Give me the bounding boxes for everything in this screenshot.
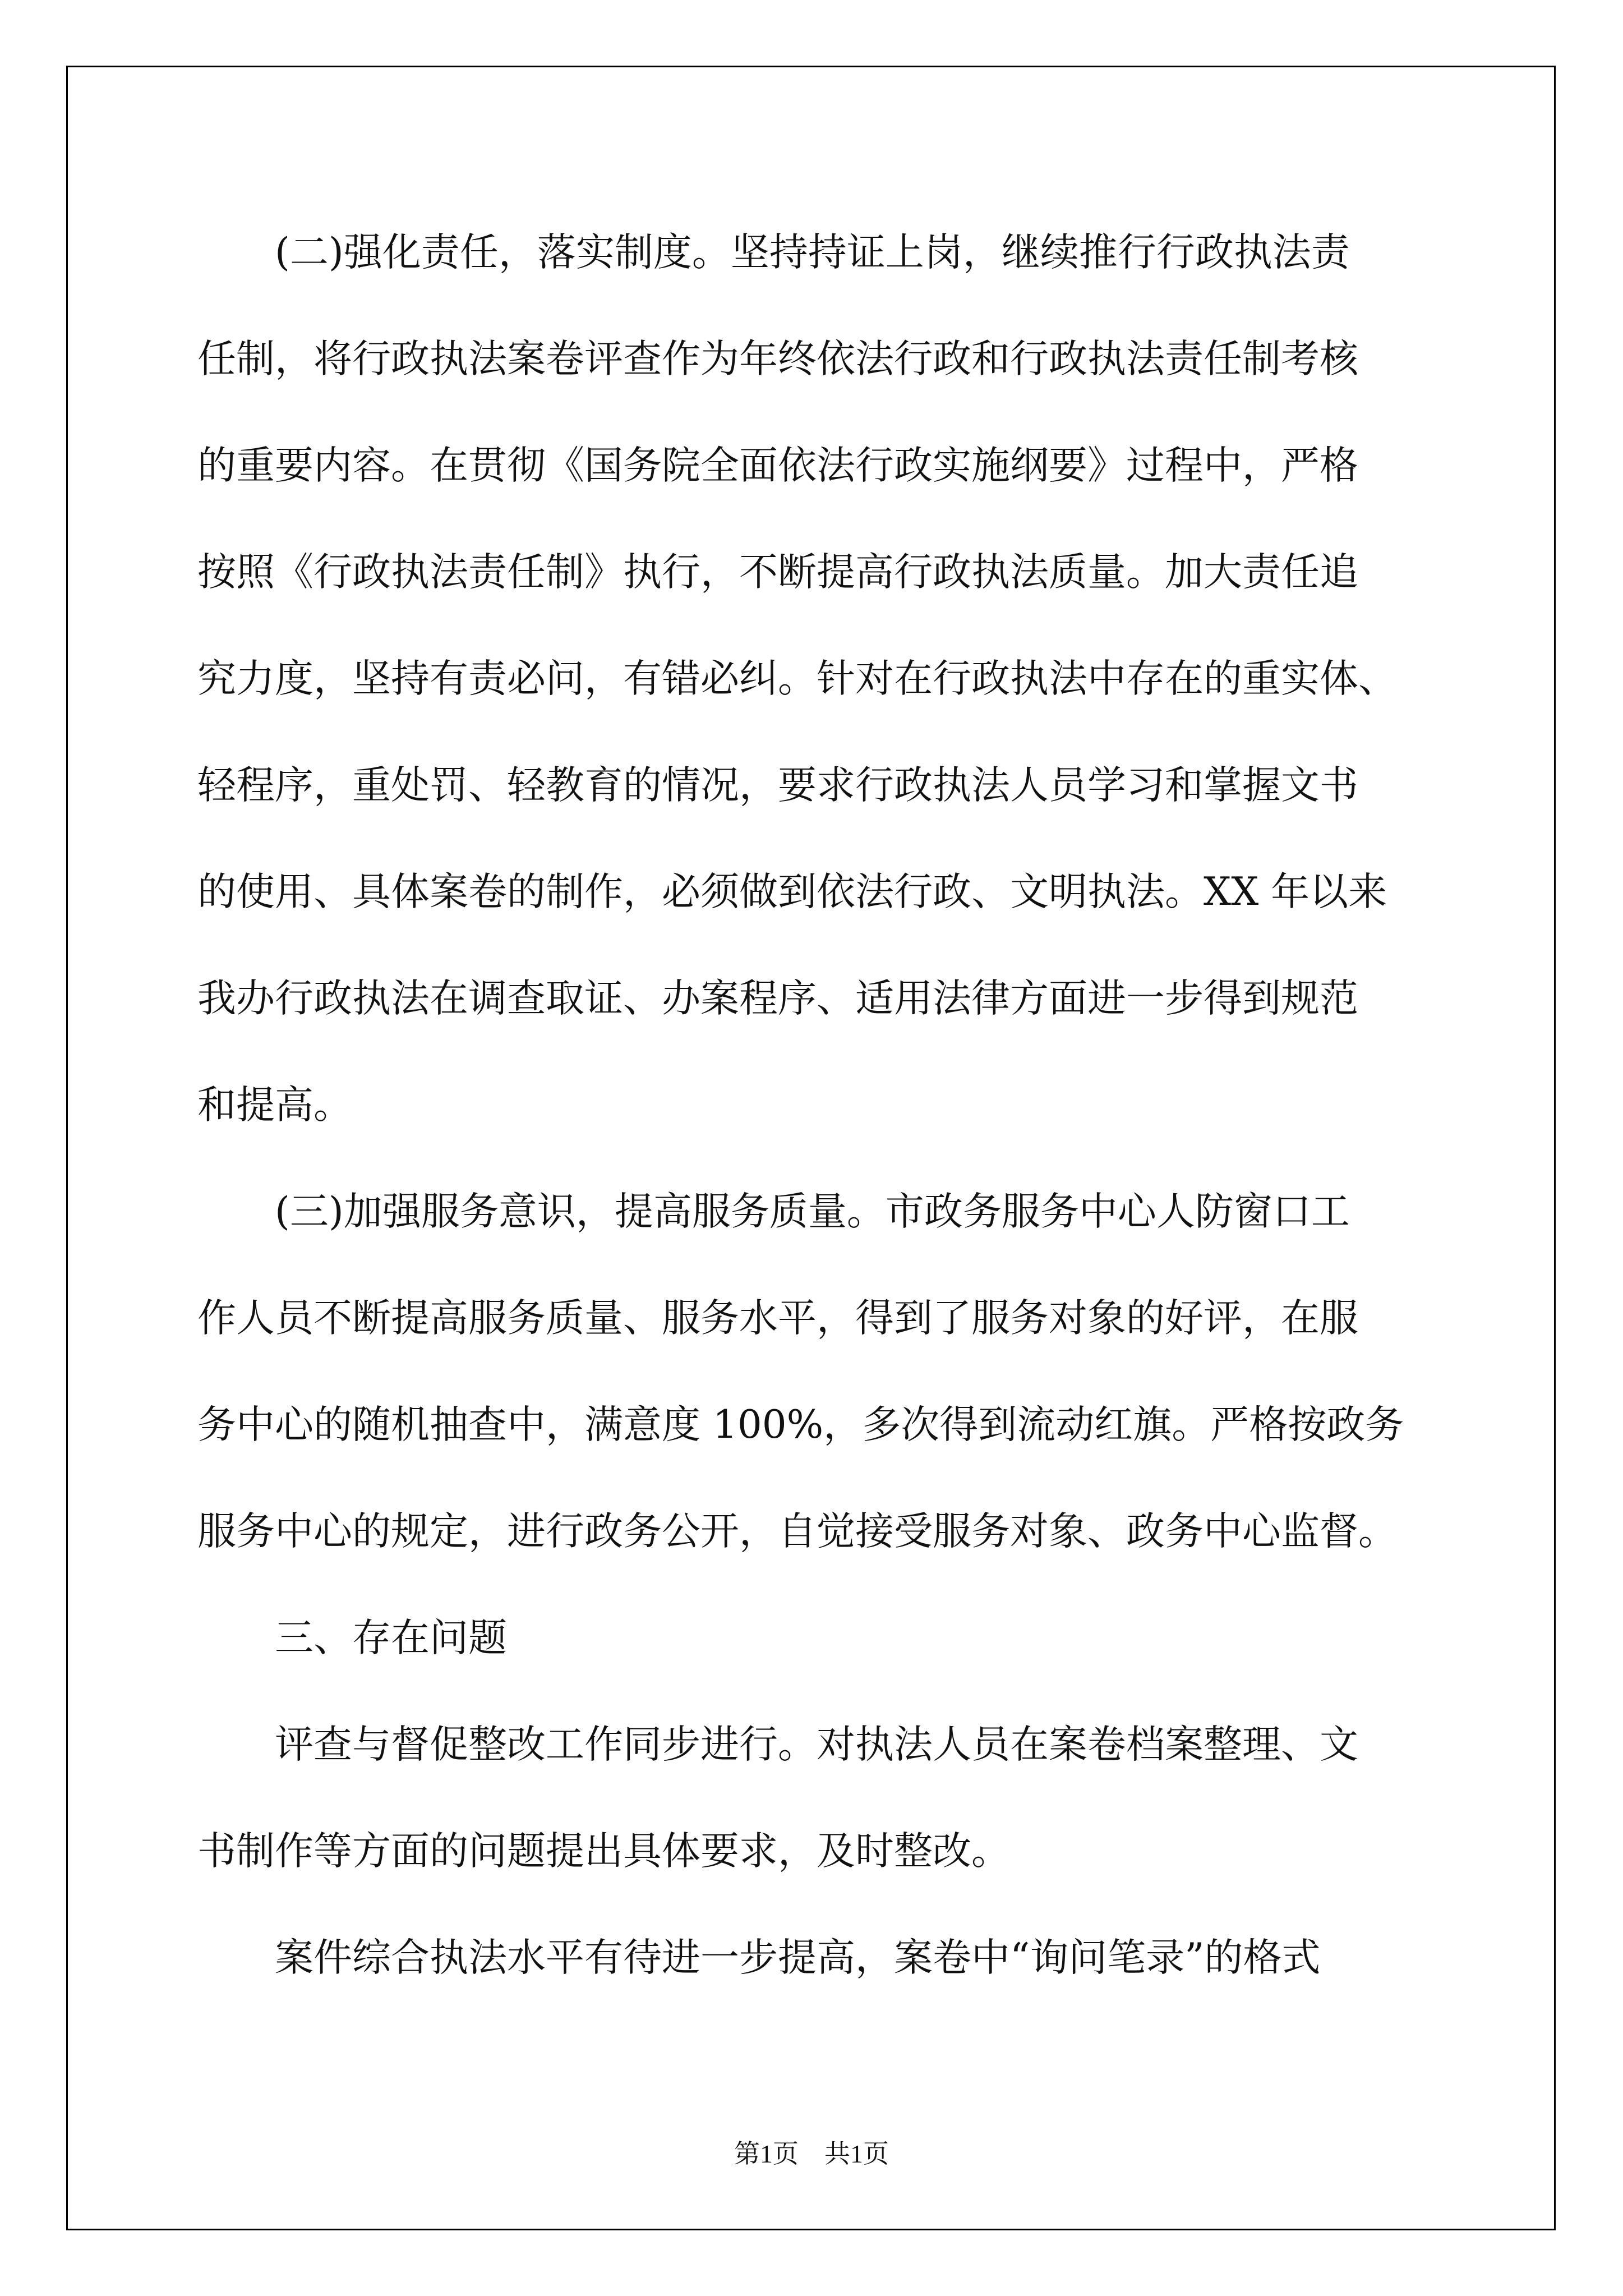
body-text-line: 任制，将行政执法案卷评查作为年终依法行政和行政执法责任制考核: [197, 337, 1358, 381]
body-text-line: 评查与督促整改工作同步进行。对执法人员在案卷档案整理、文: [197, 1722, 1358, 1767]
body-text-line: 作人员不断提高服务质量、服务水平，得到了服务对象的好评，在服: [197, 1296, 1358, 1341]
body-text-line: 按照《行政执法责任制》执行，不断提高行政执法质量。加大责任追: [197, 550, 1358, 595]
section-heading: 三、存在问题: [197, 1616, 507, 1660]
body-text-line: 服务中心的规定，进行政务公开，自觉接受服务对象、政务中心监督。: [197, 1509, 1397, 1554]
body-text-line: 究力度，坚持有责必问，有错必纠。针对在行政执法中存在的重实体、: [197, 656, 1397, 701]
body-text-line: 的重要内容。在贯彻《国务院全面依法行政实施纲要》过程中，严格: [197, 443, 1358, 488]
body-text-line: 务中心的随机抽查中，满意度 100%，多次得到流动红旗。严格按政务: [197, 1402, 1404, 1447]
body-text-line: 和提高。: [197, 1083, 352, 1128]
page-border: [66, 66, 1556, 2230]
body-text-line: 轻程序，重处罚、轻教育的情况，要求行政执法人员学习和掌握文书: [197, 763, 1358, 808]
body-text-line: 的使用、具体案卷的制作，必须做到依法行政、文明执法。XX 年以来: [197, 869, 1387, 914]
body-text-line: 我办行政执法在调查取证、办案程序、适用法律方面进一步得到规范: [197, 976, 1358, 1021]
body-text-line: 案件综合执法水平有待进一步提高，案卷中“询问笔录”的格式: [197, 1935, 1321, 1980]
body-text-line: 书制作等方面的问题提出具体要求，及时整改。: [197, 1829, 1010, 1874]
body-text-line: (三)加强服务意识，提高服务质量。市政务服务中心人防窗口工: [197, 1189, 1350, 1234]
body-text-line: (二)强化责任，落实制度。坚持持证上岗，继续推行行政执法责: [197, 230, 1350, 275]
page-footer: 第1页 共1页: [734, 2139, 889, 2168]
